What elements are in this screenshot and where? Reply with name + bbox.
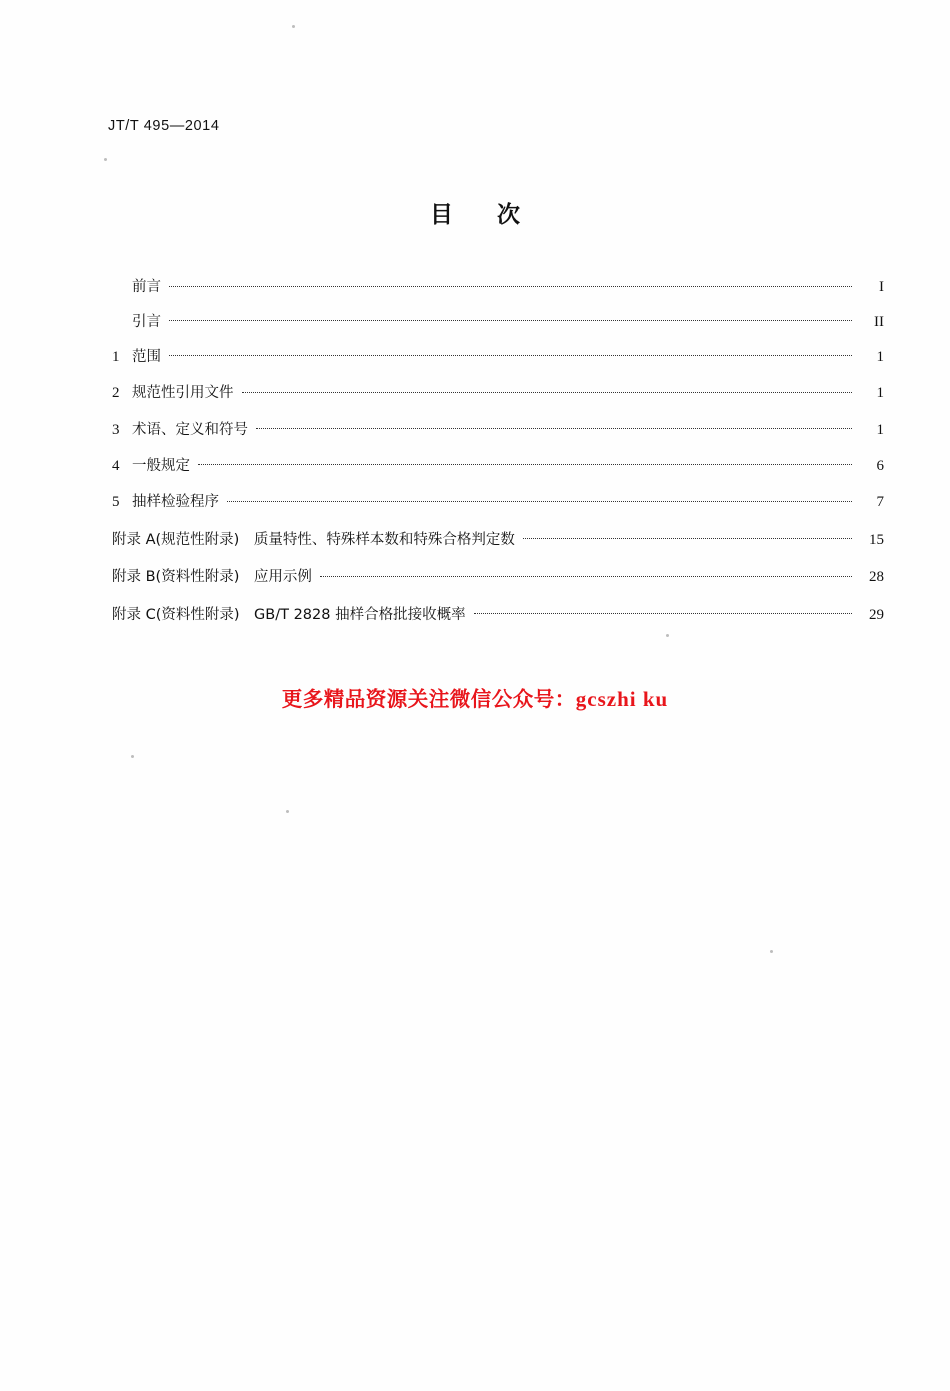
toc-entry-number: 4 bbox=[112, 457, 120, 474]
toc-entry-general-rules[interactable] bbox=[112, 455, 884, 475]
toc-entry-introduction[interactable] bbox=[112, 311, 884, 331]
toc-entry-page: 7 bbox=[876, 494, 884, 511]
toc-entry-label: 附录 B(资料性附录) 应用示例 bbox=[112, 569, 312, 586]
toc-entry-preface[interactable] bbox=[112, 276, 884, 296]
toc-entry-page: II bbox=[874, 313, 884, 330]
toc-entry-normative-references[interactable] bbox=[112, 382, 884, 402]
toc-leader-dots bbox=[523, 529, 852, 544]
toc-entry-terms-definitions[interactable] bbox=[112, 419, 884, 439]
toc-entry-number: 3 bbox=[112, 421, 120, 438]
toc-leader-dots bbox=[256, 419, 852, 434]
toc-entry-page: 1 bbox=[876, 348, 884, 365]
toc-entry-page: I bbox=[879, 279, 884, 295]
toc-leader-dots bbox=[169, 276, 852, 291]
watermark-account-name: gcszhi ku bbox=[575, 687, 669, 711]
toc-leader-dots bbox=[320, 566, 852, 581]
table-of-contents bbox=[112, 276, 884, 638]
toc-entry-label: 范围 bbox=[132, 348, 161, 365]
toc-entry-scope[interactable] bbox=[112, 346, 884, 366]
watermark-cn-text: 更多精品资源关注微信公众号： bbox=[281, 687, 576, 711]
toc-entry-annex-a[interactable] bbox=[112, 529, 884, 549]
toc-entry-number: 5 bbox=[112, 494, 120, 511]
toc-entry-label: 规范性引用文件 bbox=[132, 385, 234, 402]
toc-entry-annex-c[interactable] bbox=[112, 604, 884, 624]
toc-entry-sampling-procedure[interactable] bbox=[112, 491, 884, 511]
toc-entry-label: 引言 bbox=[132, 313, 161, 330]
toc-entry-label: 前言 bbox=[132, 279, 161, 295]
toc-entry-label: 附录 C(资料性附录) GB/T 2828 抽样合格批接收概率 bbox=[112, 606, 466, 623]
toc-entry-page: 15 bbox=[869, 531, 884, 548]
toc-entry-page: 1 bbox=[876, 421, 884, 438]
toc-leader-dots bbox=[169, 311, 852, 326]
toc-entry-number: 2 bbox=[112, 385, 120, 402]
toc-entry-annex-b[interactable] bbox=[112, 566, 884, 586]
toc-entry-page: 6 bbox=[876, 457, 884, 474]
toc-entry-page: 29 bbox=[869, 606, 884, 623]
toc-leader-dots bbox=[198, 455, 852, 470]
toc-entry-label: 附录 A(规范性附录) 质量特性、特殊样本数和特殊合格判定数 bbox=[112, 531, 515, 548]
watermark-promo-text bbox=[0, 682, 950, 712]
toc-entry-page: 1 bbox=[876, 385, 884, 402]
toc-leader-dots bbox=[474, 604, 852, 619]
toc-leader-dots bbox=[169, 346, 852, 361]
toc-entry-label: 术语、定义和符号 bbox=[132, 421, 248, 438]
toc-leader-dots bbox=[242, 382, 853, 397]
standard-code-header: JT/T 495—2014 bbox=[108, 118, 220, 134]
toc-entry-label: 抽样检验程序 bbox=[132, 494, 219, 511]
toc-entry-number: 1 bbox=[112, 348, 120, 365]
toc-entry-label: 一般规定 bbox=[132, 457, 190, 474]
page-title: 目 次 bbox=[429, 202, 538, 228]
toc-leader-dots bbox=[227, 491, 852, 506]
toc-entry-page: 28 bbox=[869, 569, 884, 586]
